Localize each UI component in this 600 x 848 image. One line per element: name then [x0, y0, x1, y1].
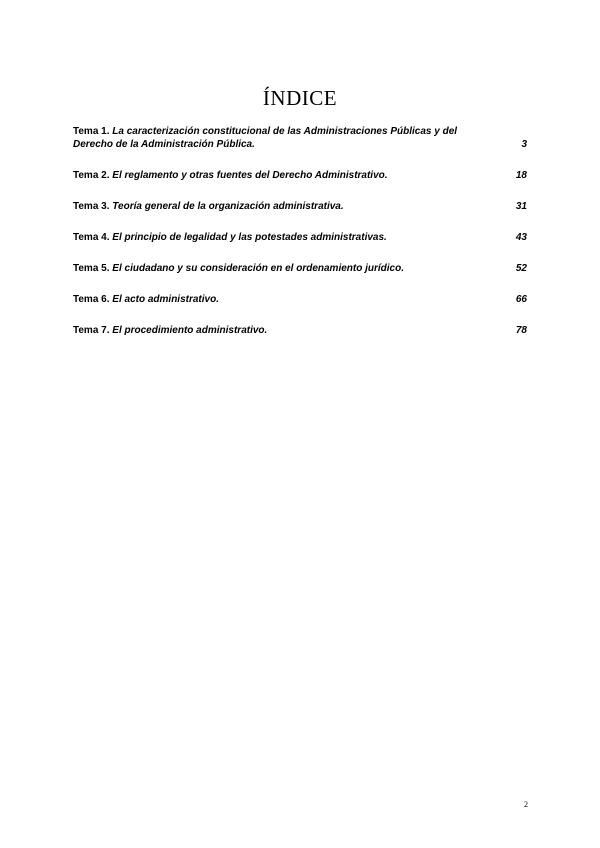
toc-entry-label: Tema 6.: [73, 294, 110, 305]
toc-entry-label: Tema 2.: [73, 170, 110, 181]
toc-entry-title: Teoría general de la organización administrativa.: [112, 201, 344, 212]
toc-entry-tema-7[interactable]: [73, 324, 527, 337]
toc-entry-label: Tema 3.: [73, 201, 110, 212]
toc-entry-tema-1[interactable]: [73, 125, 527, 151]
toc-entry-tema-2[interactable]: [73, 169, 527, 182]
page-number: 2: [524, 800, 528, 809]
page-title: ÍNDICE: [262, 86, 338, 111]
toc-entry-tema-4[interactable]: [73, 231, 527, 244]
toc-entry-tema-3[interactable]: [73, 200, 527, 213]
toc-entry-tema-6[interactable]: [73, 293, 527, 306]
toc-entry-title: El acto administrativo.: [112, 294, 219, 305]
toc-entry-page: 31: [515, 201, 527, 212]
toc-entry-tema-5[interactable]: [73, 262, 527, 275]
toc-entry-page: 18: [515, 170, 527, 181]
table-of-contents: [73, 125, 527, 337]
toc-entry-label: Tema 7.: [73, 325, 110, 336]
toc-entry-label: Tema 1.: [73, 126, 110, 137]
toc-entry-label: Tema 4.: [73, 232, 110, 243]
toc-entry-title: El principio de legalidad y las potestades administrativas.: [112, 232, 387, 243]
toc-entry-page: 52: [515, 263, 527, 274]
toc-entry-page: 78: [515, 325, 527, 336]
toc-entry-title: El ciudadano y su consideración en el ordenamiento jurídico.: [112, 263, 405, 274]
toc-entry-page: 43: [515, 232, 527, 243]
toc-entry-page: 66: [515, 294, 527, 305]
toc-entry-title: La caracterización constitucional de las Administraciones Públicas y del Derecho de la Administración Pública.: [73, 126, 458, 150]
toc-entry-page: 3: [521, 139, 527, 150]
toc-entry-label: Tema 5.: [73, 263, 110, 274]
toc-entry-title: El procedimiento administrativo.: [112, 325, 268, 336]
toc-entry-title: El reglamento y otras fuentes del Derecho Administrativo.: [112, 170, 388, 181]
